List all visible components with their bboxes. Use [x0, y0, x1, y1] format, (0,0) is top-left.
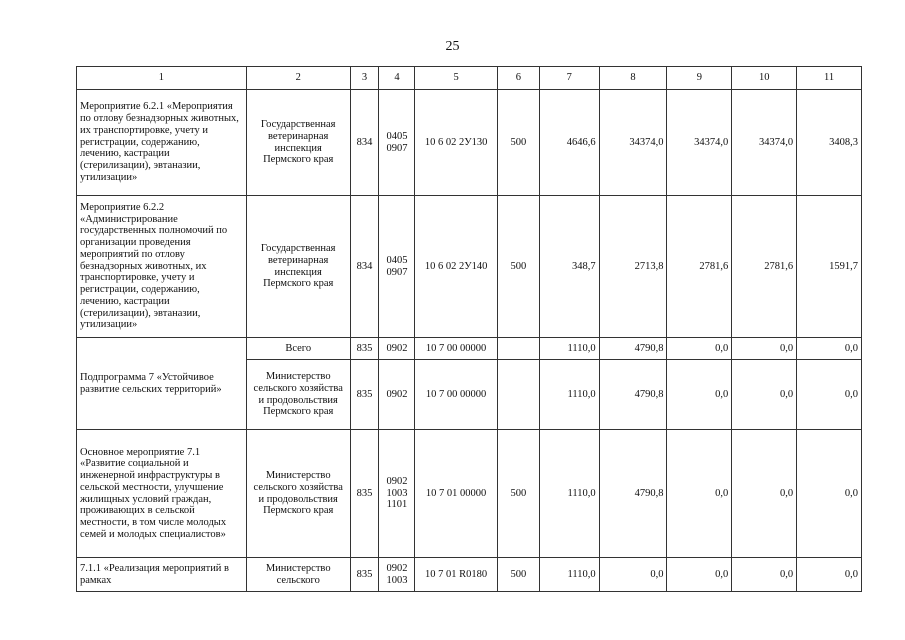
expense-type: 500 — [497, 90, 539, 196]
grbs-code: 834 — [350, 90, 379, 196]
value-col8: 34374,0 — [599, 90, 667, 196]
section-code: 0902 1003 1101 — [379, 430, 415, 558]
value-col9: 0,0 — [667, 430, 732, 558]
header-cell: 1 — [77, 67, 247, 90]
expense-type — [497, 338, 539, 360]
value-col8: 2713,8 — [599, 196, 667, 338]
value-col7: 1110,0 — [539, 338, 599, 360]
subprogram-name: Подпрограмма 7 «Устойчивое развитие сельских территорий» — [77, 338, 247, 430]
value-col11: 1591,7 — [797, 196, 862, 338]
grbs-code: 835 — [350, 360, 379, 430]
value-col7: 1110,0 — [539, 430, 599, 558]
expense-type — [497, 360, 539, 430]
organization: Государственная ветеринарная инспекция Пермского края — [246, 196, 350, 338]
grbs-code: 835 — [350, 338, 379, 360]
value-col10: 0,0 — [732, 360, 797, 430]
grbs-code: 835 — [350, 430, 379, 558]
header-cell: 9 — [667, 67, 732, 90]
header-cell: 11 — [797, 67, 862, 90]
value-col7: 1110,0 — [539, 558, 599, 592]
value-col8: 4790,8 — [599, 338, 667, 360]
expense-type: 500 — [497, 196, 539, 338]
target-code: 10 7 00 00000 — [415, 338, 497, 360]
value-col7: 348,7 — [539, 196, 599, 338]
value-col11: 0,0 — [797, 338, 862, 360]
value-col9: 2781,6 — [667, 196, 732, 338]
target-code: 10 6 02 2У130 — [415, 90, 497, 196]
section-code: 0902 1003 — [379, 558, 415, 592]
table-row — [77, 558, 862, 592]
table-row — [77, 430, 862, 558]
value-col8: 4790,8 — [599, 430, 667, 558]
event-name: Основное мероприятие 7.1 «Развитие социальной и инженерной инфраструктуры в сельской местности, улучшение жилищных условий граждан, проживающих в сельской местности, в том числе молодых семей и молодых специалистов» — [77, 430, 247, 558]
budget-table — [76, 66, 862, 592]
target-code: 10 7 01 00000 — [415, 430, 497, 558]
target-code: 10 7 01 R0180 — [415, 558, 497, 592]
value-col10: 0,0 — [732, 558, 797, 592]
value-col10: 0,0 — [732, 430, 797, 558]
organization: Государственная ветеринарная инспекция Пермского края — [246, 90, 350, 196]
value-col11: 0,0 — [797, 360, 862, 430]
table-row — [77, 338, 862, 360]
organization: Министерство сельского — [246, 558, 350, 592]
target-code: 10 6 02 2У140 — [415, 196, 497, 338]
value-col9: 0,0 — [667, 338, 732, 360]
expense-type: 500 — [497, 430, 539, 558]
value-col7: 4646,6 — [539, 90, 599, 196]
page-number: 25 — [445, 39, 460, 54]
header-cell: 10 — [732, 67, 797, 90]
value-col8: 0,0 — [599, 558, 667, 592]
event-name: 7.1.1 «Реализация мероприятий в рамках — [77, 558, 247, 592]
section-code: 0405 0907 — [379, 90, 415, 196]
header-cell: 8 — [599, 67, 667, 90]
event-name: Мероприятие 6.2.1 «Мероприятия по отлову безнадзорных животных, их транспортировке, учету и регистрации, содержанию, лечению, кастрации (стерилизации), эвтаназии, утилизации» — [77, 90, 247, 196]
header-cell: 5 — [415, 67, 497, 90]
header-cell: 2 — [246, 67, 350, 90]
value-col10: 34374,0 — [732, 90, 797, 196]
value-col11: 0,0 — [797, 430, 862, 558]
section-code: 0405 0907 — [379, 196, 415, 338]
value-col7: 1110,0 — [539, 360, 599, 430]
expense-type: 500 — [497, 558, 539, 592]
event-name: Мероприятие 6.2.2 «Администрирование государственных полномочий по организации проведения мероприятий по отлову безнадзорных животных, их транспортировке, учету и регистрации, содержанию, лечению, кастрации (стерилизации), эвтаназии, утилизации» — [77, 196, 247, 338]
header-cell: 7 — [539, 67, 599, 90]
value-col10: 0,0 — [732, 338, 797, 360]
header-cell: 4 — [379, 67, 415, 90]
header-cell: 6 — [497, 67, 539, 90]
value-col10: 2781,6 — [732, 196, 797, 338]
value-col9: 0,0 — [667, 360, 732, 430]
value-col8: 4790,8 — [599, 360, 667, 430]
organization: Министерство сельского хозяйства и продовольствия Пермского края — [246, 360, 350, 430]
value-col11: 0,0 — [797, 558, 862, 592]
section-code: 0902 — [379, 360, 415, 430]
value-col11: 3408,3 — [797, 90, 862, 196]
value-col9: 34374,0 — [667, 90, 732, 196]
organization: Министерство сельского хозяйства и продовольствия Пермского края — [246, 430, 350, 558]
header-cell: 3 — [350, 67, 379, 90]
target-code: 10 7 00 00000 — [415, 360, 497, 430]
header-row — [77, 67, 862, 90]
value-col9: 0,0 — [667, 558, 732, 592]
table-row — [77, 90, 862, 196]
grbs-code: 834 — [350, 196, 379, 338]
organization: Всего — [246, 338, 350, 360]
grbs-code: 835 — [350, 558, 379, 592]
section-code: 0902 — [379, 338, 415, 360]
table-row — [77, 196, 862, 338]
